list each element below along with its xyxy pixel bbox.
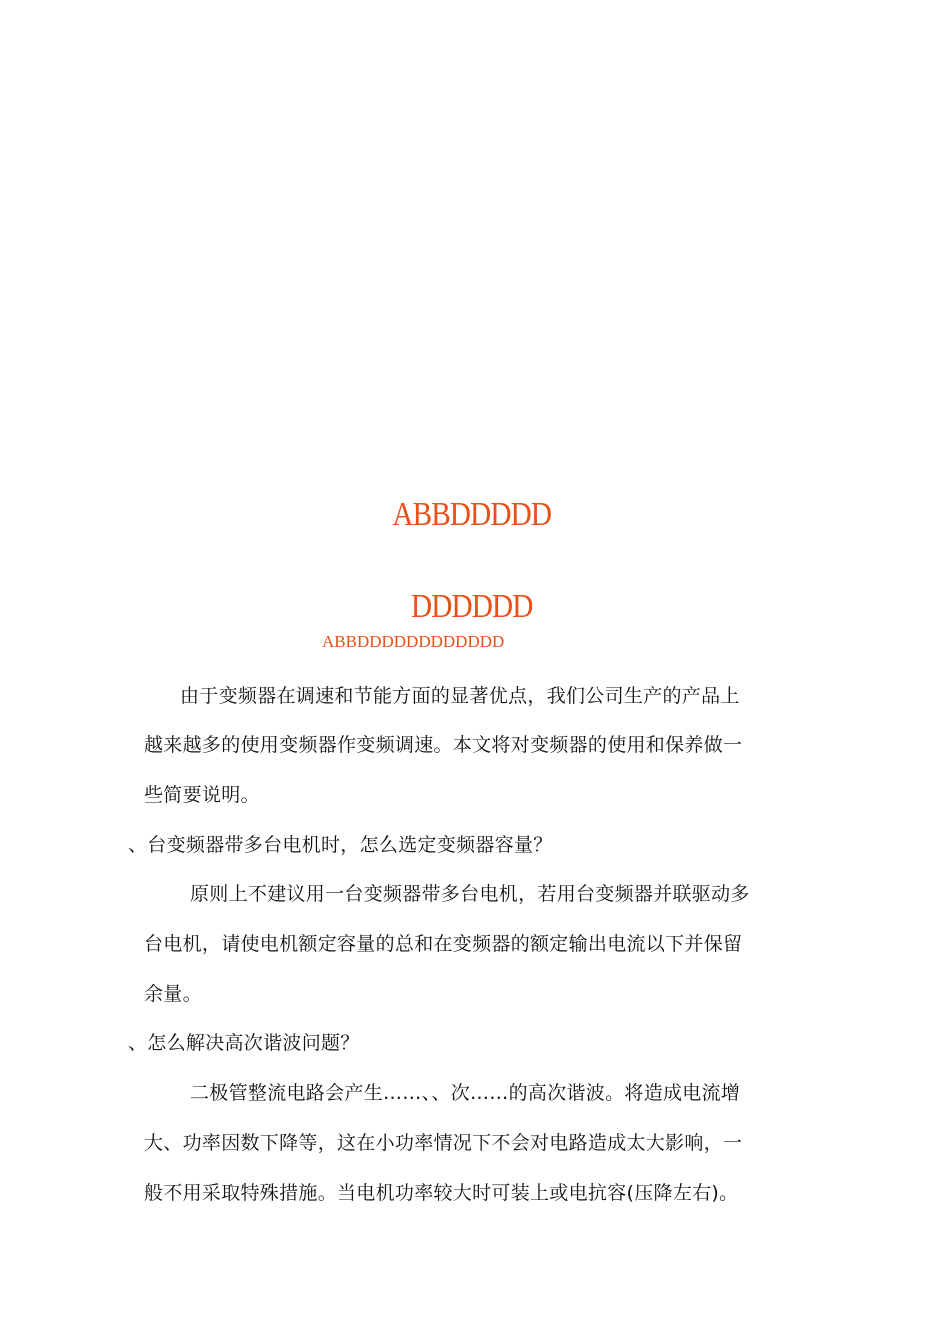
section2-line-1: 二极管整流电路会产生……、、次……的高次谐波。将造成电流增 bbox=[190, 1082, 741, 1104]
section1-heading: 、台变频器带多台电机时，怎么选定变频器容量？ bbox=[128, 834, 553, 856]
intro-line-3: 些简要说明。 bbox=[144, 784, 260, 806]
section2-heading: 、怎么解决高次谐波问题？ bbox=[128, 1032, 360, 1054]
section2-line-3: 般不用采取特殊措施。当电机功率较大时可装上或电抗容(压降左右)。 bbox=[144, 1182, 739, 1204]
document-subtitle: ABBDDDDDDDDDDDD bbox=[322, 632, 505, 651]
document-title-line2: DDDDDD bbox=[411, 588, 533, 625]
intro-line-1: 由于变频器在调速和节能方面的显著优点，我们公司生产的产品上 bbox=[180, 685, 740, 707]
section1-line-3: 余量。 bbox=[144, 983, 202, 1005]
intro-line-2: 越来越多的使用变频器作变频调速。本文将对变频器的使用和保养做一 bbox=[144, 734, 743, 756]
section1-line-1: 原则上不建议用一台变频器带多台电机，若用台变频器并联驱动多 bbox=[190, 883, 750, 905]
section1-line-2: 台电机，请使电机额定容量的总和在变频器的额定输出电流以下并保留 bbox=[144, 933, 743, 955]
section2-line-2: 大、功率因数下降等，这在小功率情况下不会对电路造成太大影响，一 bbox=[144, 1132, 743, 1154]
document-title-line1: ABBDDDDD bbox=[392, 496, 552, 533]
